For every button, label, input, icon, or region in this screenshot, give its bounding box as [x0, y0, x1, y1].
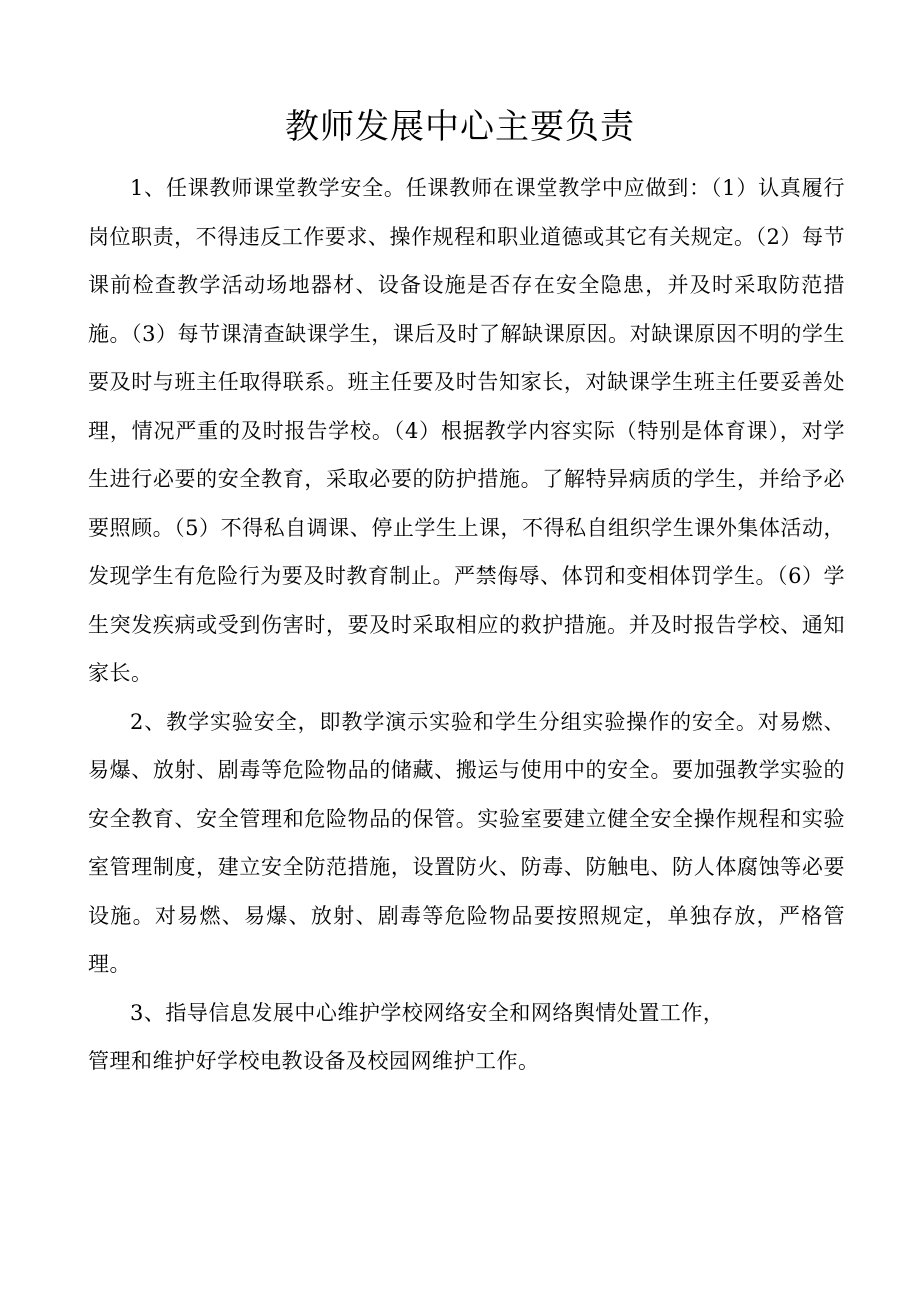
paragraph-lab-safety: 2、教学实验安全，即教学演示实验和学生分组实验操作的安全。对易燃、易爆、放射、剧毒等危险物品的储藏、搬运与使用中的安全。要加强教学实验的安全教育、安全管理和危险物品的保管。实验室要建立健全安全操作规程和实验室管理制度，建立安全防范措施，设置防火、防毒、防触电、防人体腐蚀等必要设施。对易燃、易爆、放射、剧毒等危险物品要按照规定，单独存放，严格管理。	[88, 709, 845, 976]
paragraph-network-safety-continued: 管理和维护好学校电教设备及校园网维护工作。	[88, 1049, 540, 1073]
page-title: 教师发展中心主要负责	[285, 107, 635, 147]
document-body	[88, 164, 845, 1086]
paragraph-classroom-safety: 1、任课教师课堂教学安全。任课教师在课堂教学中应做到：（1）认真履行岗位职责，不得违反工作要求、操作规程和职业道德或其它有关规定。（2）每节课前检查教学活动场地器材、设备设施是否存在安全隐患，并及时采取防范措施。（3）每节课清查缺课学生，课后及时了解缺课原因。对缺课原因不明的学生要及时与班主任取得联系。班主任要及时告知家长，对缺课学生班主任要妥善处理，情况严重的及时报告学校。（4）根据教学内容实际（特别是体育课），对学生进行必要的安全教育，采取必要的防护措施。了解特异病质的学生，并给予必要照顾。（5）不得私自调课、停止学生上课，不得私自组织学生课外集体活动，发现学生有危险行为要及时教育制止。严禁侮辱、体罚和变相体罚学生。（6）学生突发疾病或受到伤害时，要及时采取相应的救护措施。并及时报告学校、通知家长。	[88, 176, 845, 685]
paragraph-network-safety: 3、指导信息发展中心维护学校网络安全和网络舆情处置工作，	[130, 1000, 725, 1025]
